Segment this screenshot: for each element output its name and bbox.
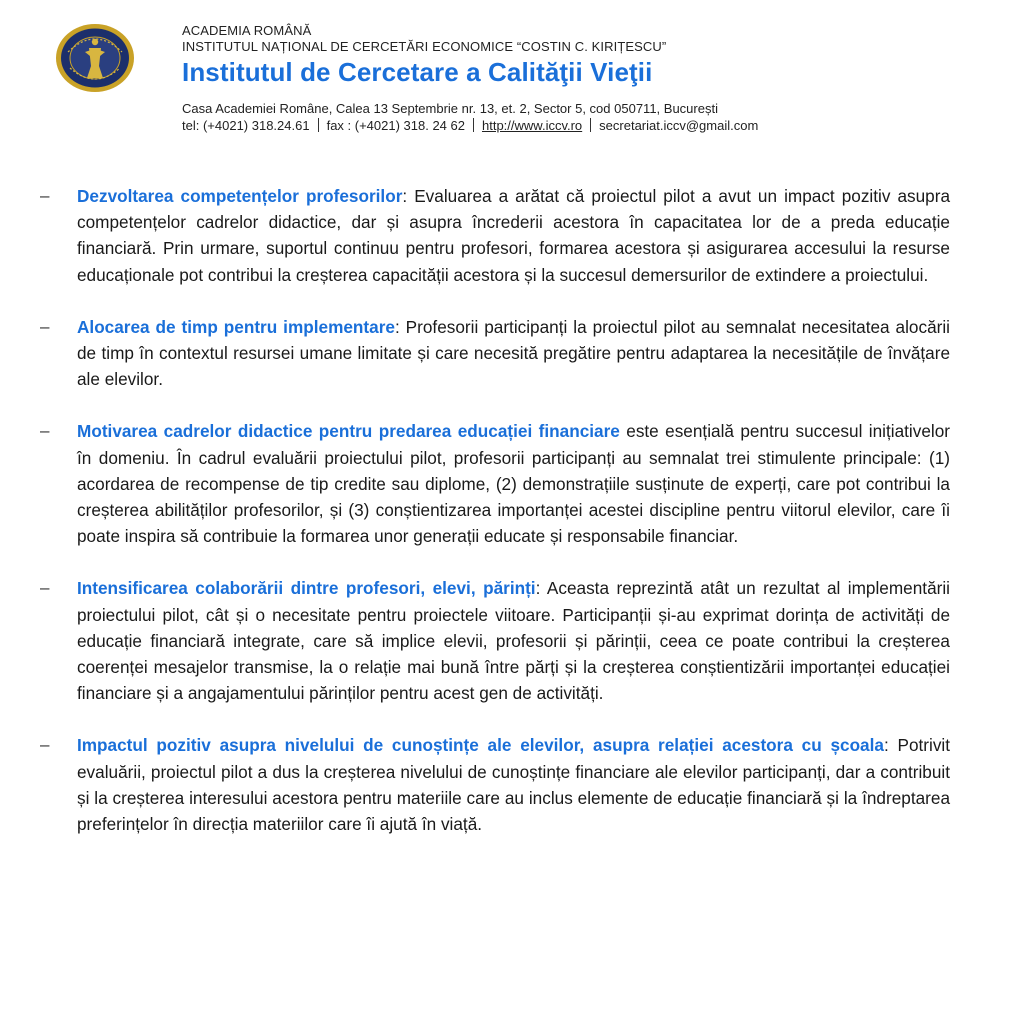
email-address: secretariat.iccv@gmail.com	[599, 118, 759, 133]
item-heading: Intensificarea colaborării dintre profesori, elevi, părinți	[77, 578, 536, 599]
list-item	[0, 575, 1010, 706]
bullet-dash: –	[40, 316, 50, 336]
document-body	[0, 183, 1010, 863]
institute-title: Institutul de Cercetare a Calităţii Vieţii	[182, 57, 653, 87]
bullet-dash: –	[40, 186, 50, 205]
separator	[473, 118, 474, 132]
paragraph	[77, 183, 950, 288]
list-item	[0, 314, 1010, 393]
institute-address: Casa Academiei Române, Calea 13 Septembrie nr. 13, et. 2, Sector 5, cod 050711, București	[182, 101, 718, 116]
paragraph	[77, 732, 950, 837]
bullet-dash: –	[40, 578, 50, 598]
bullet-dash: –	[40, 421, 50, 441]
website-link[interactable]: http://www.iccv.ro	[481, 118, 583, 133]
item-heading: Dezvoltarea competențelor profesorilor	[77, 186, 403, 206]
academy-seal-logo	[54, 22, 136, 94]
contact-line	[182, 117, 982, 134]
national-institute-name: INSTITUTUL NAȚIONAL DE CERCETĂRI ECONOMICE “COSTIN C. KIRIȚESCU”	[182, 39, 667, 54]
list-item	[0, 418, 1010, 549]
item-body: este esențială pentru succesul inițiativelor în domeniu. În cadrul evaluării proiectului pilot, profesorii participanți au semnalat trei stimulente principale: (1) acordarea de recompense de tip credite sau diplome, (2) demonstrațiile susținute de experți, care pot contribui la creșterea abilităților profesorilor, și (3) conștientizarea importanței acestei discipline pentru viitorul elevilor, care îi poate inspira să contribuie la formarea unor generații educate și responsabile financiar.	[77, 421, 950, 547]
separator	[318, 118, 319, 132]
item-heading: Impactul pozitiv asupra nivelului de cunoștințe ale elevilor, asupra relației acestora cu școala	[77, 735, 884, 756]
institution-header-text	[182, 23, 982, 134]
paragraph	[77, 575, 950, 706]
item-body: : Profesorii participanți la proiectul pilot au semnalat necesitatea alocării de timp în contextul resursei umane limitate și care necesită pregătire pentru adaptarea la necesitățile de învățare ale elevilor.	[77, 316, 950, 390]
telephone: tel: (+4021) 318.24.61	[182, 118, 310, 133]
item-heading: Motivarea cadrelor didactice pentru predarea educației financiare	[77, 421, 620, 442]
item-body: : Evaluarea a arătat că proiectul pilot a avut un impact pozitiv asupra competențelor cadrelor didactice, dar și asupra încrederii acestora în capacitatea lor de a preda educație financiară. Prin urmare, suportul continuu pentru profesori, formarea acestora și asigurarea accesului la resurse educaționale pot contribui la creșterea capacității acestora și la succesul demersurilor de extindere a proiectului.	[77, 186, 950, 285]
item-body: : Aceasta reprezintă atât un rezultat al implementării proiectului pilot, cât și o necesitate pentru proiectele viitoare. Participanții și-au exprimat dorința de activități de educație financiară integrate, care să implice elevii, profesorii și părinții, ceea ce poate contribui la creșterea coerenței mesajelor transmise, la o relație mai bună între părți și la creșterea conștientizării importanței educației financiare și a angajamentului părinților pentru acest gen de activități.	[77, 578, 950, 704]
item-heading: Alocarea de timp pentru implementare	[77, 316, 395, 337]
list-item	[0, 183, 1010, 288]
bullet-dash: –	[40, 735, 50, 755]
item-body: : Potrivit evaluării, proiectul pilot a dus la creșterea nivelului de cunoștințe financiare ale elevilor participanți, dar a contribuit și la creșterea interesului acestora pentru materiile care au inclus elemente de educație financiară și la îndreptarea preferințelor în direcția materiilor care îi ajută în viață.	[77, 735, 951, 835]
fax: fax : (+4021) 318. 24 62	[326, 118, 465, 133]
academy-name: ACADEMIA ROMÂNĂ	[182, 23, 312, 38]
paragraph	[77, 418, 950, 549]
paragraph	[77, 314, 950, 393]
page-header	[0, 0, 1010, 150]
separator	[590, 118, 591, 132]
list-item	[0, 732, 1010, 837]
